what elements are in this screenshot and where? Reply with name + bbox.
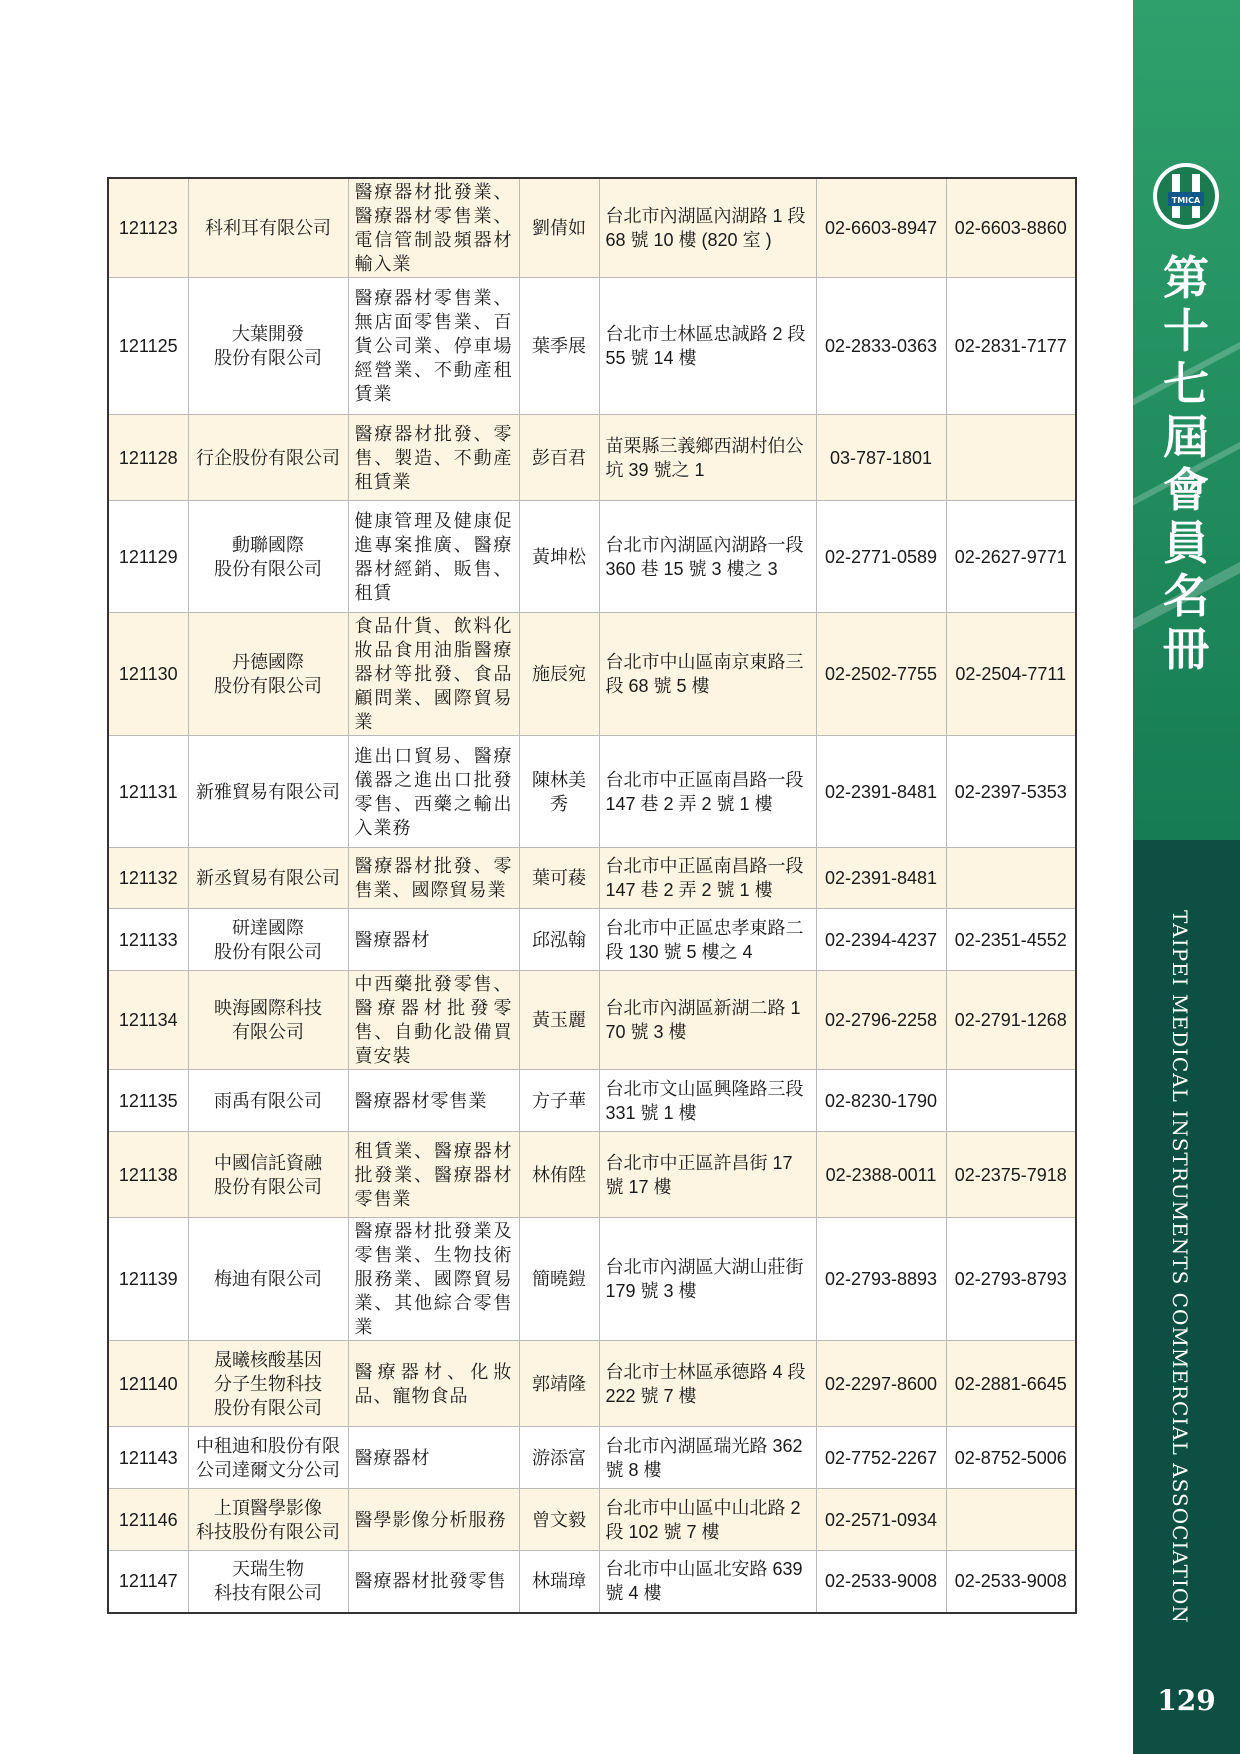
address: 台北市中正區南昌路一段 147 巷 2 弄 2 號 1 樓 [599, 736, 816, 848]
company-name-line: 股份有限公司 [214, 1397, 322, 1418]
contact-person: 葉季展 [519, 278, 599, 415]
member-id: 121128 [108, 415, 188, 501]
fax-number: 02-8752-5006 [946, 1427, 1076, 1489]
contact-person: 陳林美秀 [519, 736, 599, 848]
company-name [188, 1551, 348, 1613]
english-title: TAIPEI MEDICAL INSTRUMENTS COMMERCIAL ASSOCIATION [1168, 910, 1192, 1624]
business-scope: 中西藥批發零售、醫療器材批發零售、自動化設備買賣安裝 [348, 971, 519, 1070]
phone-number: 02-2391-8481 [816, 848, 946, 909]
company-name [188, 178, 348, 278]
table-row [108, 1489, 1076, 1551]
company-name [188, 848, 348, 909]
business-scope: 醫療器材批發業及零售業、生物技術服務業、國際貿易業、其他綜合零售業 [348, 1218, 519, 1341]
member-id: 121143 [108, 1427, 188, 1489]
member-id: 121139 [108, 1218, 188, 1341]
fax-number: 02-2831-7177 [946, 278, 1076, 415]
company-name [188, 736, 348, 848]
company-name [188, 1132, 348, 1218]
company-name [188, 501, 348, 613]
business-scope: 醫療器材批發零售 [348, 1551, 519, 1613]
fax-number: 02-2533-9008 [946, 1551, 1076, 1613]
address: 台北市內湖區內湖路一段 360 巷 15 號 3 樓之 3 [599, 501, 816, 613]
contact-person: 林侑陞 [519, 1132, 599, 1218]
business-scope: 醫療器材批發業、醫療器材零售業、電信管制設頻器材輸入業 [348, 178, 519, 278]
company-name-line: 研達國際 [232, 917, 304, 938]
contact-person: 游添富 [519, 1427, 599, 1489]
fax-number: 02-2397-5353 [946, 736, 1076, 848]
business-scope: 醫療器材、化妝品、寵物食品 [348, 1341, 519, 1427]
company-name [188, 613, 348, 736]
company-name-line: 上頂醫學影像 [214, 1497, 322, 1518]
company-name-line: 雨禹有限公司 [214, 1090, 322, 1111]
phone-number: 02-2391-8481 [816, 736, 946, 848]
contact-person: 郭靖隆 [519, 1341, 599, 1427]
title-char: 屆 [1163, 410, 1209, 464]
company-name-line: 大葉開發 [232, 324, 304, 344]
table-row [108, 1070, 1076, 1132]
phone-number: 02-2533-9008 [816, 1551, 946, 1613]
member-id: 121133 [108, 909, 188, 971]
table-row [108, 613, 1076, 736]
business-scope: 醫療器材批發、零售業、國際貿易業 [348, 848, 519, 909]
business-scope: 醫療器材 [348, 909, 519, 971]
contact-person: 黃坤松 [519, 501, 599, 613]
contact-person: 林瑞璋 [519, 1551, 599, 1613]
phone-number: 02-2833-0363 [816, 278, 946, 415]
business-scope: 醫療器材零售業、無店面零售業、百貨公司業、停車場經營業、不動產租賃業 [348, 278, 519, 415]
company-name-line: 科技股份有限公司 [196, 1521, 340, 1542]
address: 台北市士林區承德路 4 段 222 號 7 樓 [599, 1341, 816, 1427]
company-name-line: 公司達爾文分公司 [196, 1459, 340, 1480]
contact-person: 彭百君 [519, 415, 599, 501]
company-name-line: 梅迪有限公司 [214, 1269, 322, 1289]
fax-number [946, 848, 1076, 909]
table-row [108, 1341, 1076, 1427]
address: 台北市中正區南昌路一段 147 巷 2 弄 2 號 1 樓 [599, 848, 816, 909]
business-scope: 進出口貿易、醫療儀器之進出口批發零售、西藥之輸出入業務 [348, 736, 519, 848]
member-id: 121123 [108, 178, 188, 278]
business-scope: 租賃業、醫療器材批發業、醫療器材零售業 [348, 1132, 519, 1218]
fax-number [946, 415, 1076, 501]
company-name-line: 股份有限公司 [214, 676, 322, 696]
fax-number: 02-2791-1268 [946, 971, 1076, 1070]
company-name [188, 1341, 348, 1427]
association-emblem-icon [1150, 160, 1222, 232]
table-row [108, 971, 1076, 1070]
address: 台北市內湖區大湖山莊街 179 號 3 樓 [599, 1218, 816, 1341]
fax-number [946, 1489, 1076, 1551]
table-row [108, 1132, 1076, 1218]
address: 台北市中正區許昌街 17 號 17 樓 [599, 1132, 816, 1218]
business-scope: 食品什貨、飲料化妝品食用油脂醫療器材等批發、食品顧問業、國際貿易業 [348, 613, 519, 736]
member-id: 121134 [108, 971, 188, 1070]
member-id: 121130 [108, 613, 188, 736]
company-name [188, 278, 348, 415]
phone-number: 02-2796-2258 [816, 971, 946, 1070]
address: 台北市文山區興隆路三段 331 號 1 樓 [599, 1070, 816, 1132]
table-row [108, 1218, 1076, 1341]
company-name-line: 科利耳有限公司 [205, 218, 331, 238]
fax-number: 02-2351-4552 [946, 909, 1076, 971]
company-name [188, 415, 348, 501]
title-char: 七 [1163, 357, 1209, 411]
phone-number: 02-8230-1790 [816, 1070, 946, 1132]
company-name [188, 909, 348, 971]
contact-person: 施辰宛 [519, 613, 599, 736]
table-row [108, 178, 1076, 278]
company-name-line: 分子生物科技 [214, 1373, 322, 1394]
member-id: 121135 [108, 1070, 188, 1132]
fax-number: 02-6603-8860 [946, 178, 1076, 278]
phone-number: 02-2771-0589 [816, 501, 946, 613]
emblem-text: TMICA [1171, 196, 1201, 205]
company-name-line: 中租迪和股份有限 [196, 1435, 340, 1456]
address: 台北市中山區南京東路三段 68 號 5 樓 [599, 613, 816, 736]
title-char: 員 [1163, 516, 1209, 570]
title-char: 名 [1163, 569, 1209, 623]
company-name-line: 股份有限公司 [214, 1176, 322, 1197]
table-row [108, 909, 1076, 971]
company-name-line: 股份有限公司 [214, 348, 322, 368]
fax-number: 02-2504-7711 [946, 613, 1076, 736]
phone-number: 02-2502-7755 [816, 613, 946, 736]
company-name-line: 有限公司 [232, 1022, 304, 1042]
company-name [188, 971, 348, 1070]
title-char: 第 [1163, 251, 1209, 305]
member-id: 121140 [108, 1341, 188, 1427]
contact-person: 邱泓翰 [519, 909, 599, 971]
company-name [188, 1427, 348, 1489]
business-scope: 醫學影像分析服務 [348, 1489, 519, 1551]
contact-person: 劉倩如 [519, 178, 599, 278]
address: 台北市士林區忠誠路 2 段 55 號 14 樓 [599, 278, 816, 415]
address: 台北市中山區北安路 639 號 4 樓 [599, 1551, 816, 1613]
company-name-line: 天瑞生物 [232, 1559, 304, 1580]
business-scope: 醫療器材 [348, 1427, 519, 1489]
contact-person: 葉可薐 [519, 848, 599, 909]
member-id: 121125 [108, 278, 188, 415]
contact-person: 黃玉麗 [519, 971, 599, 1070]
page-number: 129 [1157, 1684, 1216, 1717]
business-scope: 健康管理及健康促進專案推廣、醫療器材經銷、販售、租賃 [348, 501, 519, 613]
company-name-line: 科技有限公司 [214, 1583, 322, 1604]
company-name-line: 股份有限公司 [214, 941, 322, 962]
company-name [188, 1218, 348, 1341]
phone-number: 02-2793-8893 [816, 1218, 946, 1341]
member-id: 121132 [108, 848, 188, 909]
contact-person: 簡曉鎧 [519, 1218, 599, 1341]
company-name-line: 映海國際科技 [214, 998, 322, 1018]
table-row [108, 1551, 1076, 1613]
address: 苗栗縣三義鄉西湖村伯公坑 39 號之 1 [599, 415, 816, 501]
title-char: 十 [1163, 304, 1209, 358]
address: 台北市內湖區瑞光路 362 號 8 樓 [599, 1427, 816, 1489]
address: 台北市內湖區新湖二路 170 號 3 樓 [599, 971, 816, 1070]
address: 台北市內湖區內湖路 1 段 68 號 10 樓 (820 室 ) [599, 178, 816, 278]
company-name [188, 1489, 348, 1551]
company-name [188, 1070, 348, 1132]
member-id: 121147 [108, 1551, 188, 1613]
phone-number: 02-2388-0011 [816, 1132, 946, 1218]
company-name-line: 晟曦核酸基因 [214, 1349, 322, 1370]
phone-number: 02-7752-2267 [816, 1427, 946, 1489]
fax-number [946, 1070, 1076, 1132]
company-name-line: 動聯國際 [232, 534, 304, 555]
company-name-line: 丹德國際 [232, 652, 304, 672]
phone-number: 03-787-1801 [816, 415, 946, 501]
member-id: 121146 [108, 1489, 188, 1551]
company-name-line: 新雅貿易有限公司 [196, 781, 340, 802]
member-table [107, 177, 1077, 1614]
address: 台北市中正區忠孝東路二段 130 號 5 樓之 4 [599, 909, 816, 971]
contact-person: 方子華 [519, 1070, 599, 1132]
fax-number: 02-2627-9771 [946, 501, 1076, 613]
table-row [108, 278, 1076, 415]
table-row [108, 501, 1076, 613]
table-row [108, 415, 1076, 501]
company-name-line: 股份有限公司 [214, 558, 322, 579]
table-row [108, 736, 1076, 848]
vertical-title [1150, 252, 1222, 676]
member-id: 121138 [108, 1132, 188, 1218]
contact-person: 曾文毅 [519, 1489, 599, 1551]
member-id: 121131 [108, 736, 188, 848]
phone-number: 02-6603-8947 [816, 178, 946, 278]
fax-number: 02-2375-7918 [946, 1132, 1076, 1218]
phone-number: 02-2571-0934 [816, 1489, 946, 1551]
title-char: 會 [1163, 463, 1209, 517]
title-char: 冊 [1163, 622, 1209, 676]
fax-number: 02-2881-6645 [946, 1341, 1076, 1427]
business-scope: 醫療器材批發、零售、製造、不動產租賃業 [348, 415, 519, 501]
table-row [108, 848, 1076, 909]
business-scope: 醫療器材零售業 [348, 1070, 519, 1132]
table-row [108, 1427, 1076, 1489]
phone-number: 02-2297-8600 [816, 1341, 946, 1427]
company-name-line: 行企股份有限公司 [196, 447, 340, 468]
company-name-line: 新丞貿易有限公司 [196, 868, 340, 888]
fax-number: 02-2793-8793 [946, 1218, 1076, 1341]
phone-number: 02-2394-4237 [816, 909, 946, 971]
address: 台北市中山區中山北路 2 段 102 號 7 樓 [599, 1489, 816, 1551]
member-id: 121129 [108, 501, 188, 613]
company-name-line: 中國信託資融 [214, 1152, 322, 1173]
